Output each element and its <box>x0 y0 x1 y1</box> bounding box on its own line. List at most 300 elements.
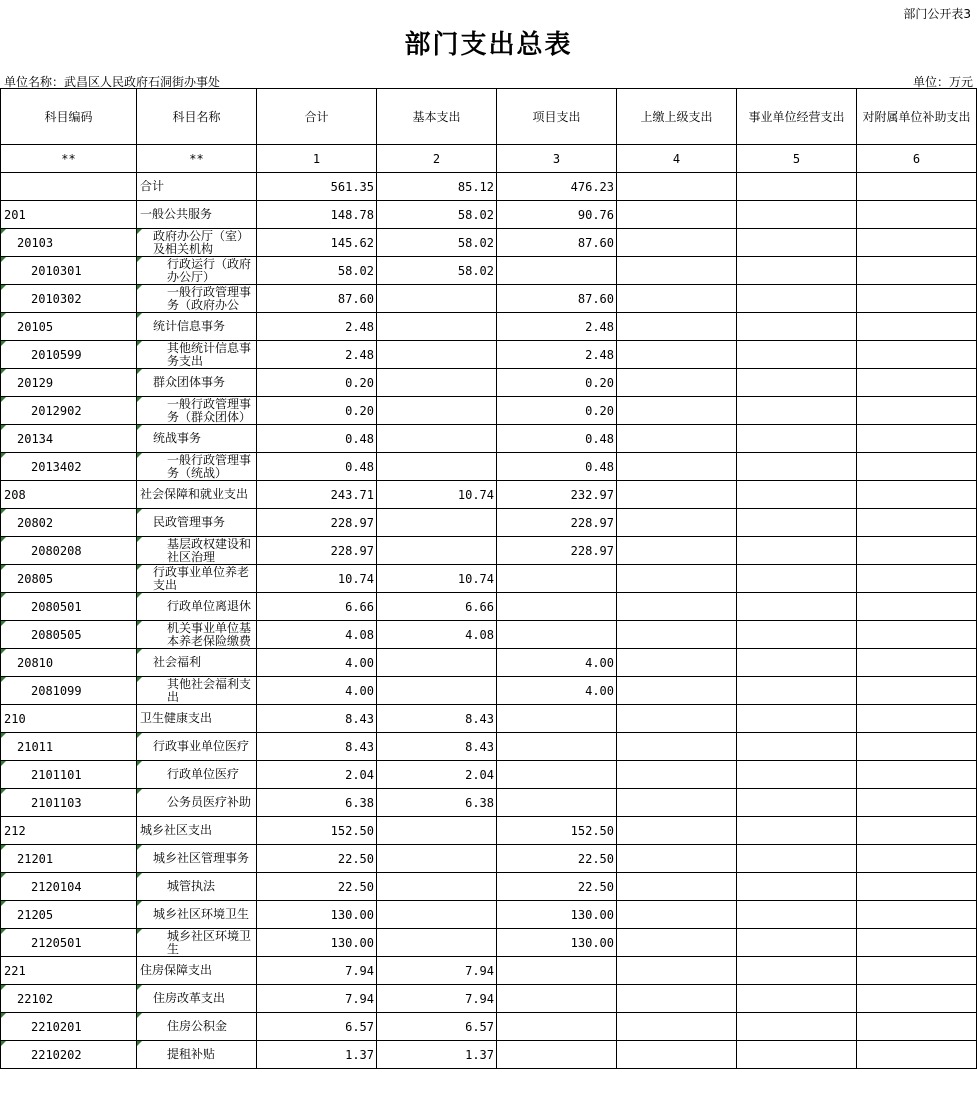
business-operation-cell <box>737 369 857 397</box>
total-cell-text: 58.02 <box>337 263 374 278</box>
subject-name-cell <box>137 565 257 593</box>
total-cell-text: 130.00 <box>330 907 374 922</box>
subject-name-cell <box>137 593 257 621</box>
subject-code-cell-text: 210 <box>4 711 26 726</box>
subject-code-cell-text: 20810 <box>17 655 54 670</box>
subject-code-cell <box>1 957 137 985</box>
subject-code-cell <box>1 173 137 201</box>
total-cell-text: 7.94 <box>345 991 374 1006</box>
total-cell-text: 7.94 <box>345 963 374 978</box>
subject-code-cell <box>1 677 137 705</box>
table-row <box>1 285 977 313</box>
basic-expense-cell <box>377 397 497 425</box>
subject-name-cell-text: 一般行政管理事务（政府办公 <box>167 285 252 312</box>
total-cell-text: 2.48 <box>345 319 374 334</box>
header-cell: 事业单位经营支出 <box>737 89 857 145</box>
subject-code-cell-text: 2210202 <box>31 1047 82 1062</box>
business-operation-cell <box>737 677 857 705</box>
table-row <box>1 229 977 257</box>
total-cell <box>257 957 377 985</box>
subject-code-cell-text: 2210201 <box>31 1019 82 1034</box>
table-row <box>1 957 977 985</box>
table-row <box>1 257 977 285</box>
subject-name-cell <box>137 705 257 733</box>
subject-code-cell-text: 2012902 <box>31 403 82 418</box>
basic-expense-cell-text: 7.94 <box>465 991 494 1006</box>
index-cell: ** <box>137 145 257 173</box>
basic-expense-cell <box>377 229 497 257</box>
subject-code-cell-text: 2101103 <box>31 795 82 810</box>
subject-name-cell-text: 合计 <box>140 180 165 193</box>
business-operation-cell <box>737 621 857 649</box>
project-expense-cell <box>497 677 617 705</box>
subject-code-cell-text: 20103 <box>17 235 54 250</box>
project-expense-cell-text: 2.48 <box>585 319 614 334</box>
basic-expense-cell-text: 58.02 <box>457 235 494 250</box>
project-expense-cell <box>497 873 617 901</box>
subject-name-cell <box>137 285 257 313</box>
total-cell-text: 2.04 <box>345 767 374 782</box>
total-cell <box>257 341 377 369</box>
basic-expense-cell <box>377 285 497 313</box>
basic-expense-cell-text: 8.43 <box>465 711 494 726</box>
total-cell <box>257 313 377 341</box>
upper-remit-cell <box>617 425 737 453</box>
subject-name-cell-text: 政府办公厅（室）及相关机构 <box>153 229 250 256</box>
basic-expense-cell-text: 2.04 <box>465 767 494 782</box>
project-expense-cell <box>497 789 617 817</box>
subject-name-cell <box>137 621 257 649</box>
total-cell <box>257 1041 377 1069</box>
total-cell-text: 87.60 <box>337 291 374 306</box>
basic-expense-cell <box>377 901 497 929</box>
basic-expense-cell <box>377 257 497 285</box>
table-number-label: 部门公开表3 <box>903 7 971 21</box>
total-cell-text: 130.00 <box>330 935 374 950</box>
subject-name-cell-text: 住房保障支出 <box>140 964 213 977</box>
index-row <box>1 145 977 173</box>
total-cell <box>257 201 377 229</box>
index-cell: 5 <box>737 145 857 173</box>
total-cell <box>257 173 377 201</box>
total-cell <box>257 285 377 313</box>
expenditure-table <box>0 88 977 1069</box>
project-expense-cell <box>497 901 617 929</box>
table-row <box>1 425 977 453</box>
table-row <box>1 565 977 593</box>
subject-code-cell-text: 2013402 <box>31 459 82 474</box>
table-row <box>1 649 977 677</box>
subject-name-cell <box>137 1041 257 1069</box>
business-operation-cell <box>737 901 857 929</box>
table-row <box>1 1041 977 1069</box>
total-cell-text: 2.48 <box>345 347 374 362</box>
subject-code-cell <box>1 789 137 817</box>
subject-code-cell <box>1 929 137 957</box>
subject-name-cell-text: 统战事务 <box>153 432 202 445</box>
table-row <box>1 789 977 817</box>
subject-code-cell <box>1 649 137 677</box>
basic-expense-cell-text: 1.37 <box>465 1047 494 1062</box>
subject-code-cell-text: 212 <box>4 823 26 838</box>
subject-name-cell-text: 基层政权建设和社区治理 <box>167 537 252 564</box>
subject-name-cell <box>137 481 257 509</box>
index-cell: ** <box>1 145 137 173</box>
basic-expense-cell <box>377 201 497 229</box>
subject-name-cell <box>137 173 257 201</box>
subject-code-cell <box>1 593 137 621</box>
total-cell <box>257 621 377 649</box>
total-cell <box>257 593 377 621</box>
subject-name-cell-text: 其他统计信息事务支出 <box>167 341 252 368</box>
total-cell <box>257 929 377 957</box>
total-cell <box>257 705 377 733</box>
table-row <box>1 201 977 229</box>
upper-remit-cell <box>617 733 737 761</box>
total-cell <box>257 565 377 593</box>
total-cell <box>257 509 377 537</box>
total-cell <box>257 985 377 1013</box>
business-operation-cell <box>737 845 857 873</box>
project-expense-cell <box>497 229 617 257</box>
basic-expense-cell-text: 6.66 <box>465 599 494 614</box>
subject-name-cell-text: 一般公共服务 <box>140 208 213 221</box>
subject-code-cell-text: 2120104 <box>31 879 82 894</box>
unit-label: 单位：万元 <box>912 75 973 89</box>
subject-name-cell-text: 行政运行（政府办公厅） <box>167 257 252 284</box>
project-expense-cell-text: 87.60 <box>577 235 614 250</box>
subject-name-cell-text: 统计信息事务 <box>153 320 226 333</box>
project-expense-cell <box>497 929 617 957</box>
subsidiary-subsidy-cell <box>857 705 977 733</box>
project-expense-cell <box>497 705 617 733</box>
basic-expense-cell <box>377 677 497 705</box>
subject-name-cell-text: 城乡社区管理事务 <box>153 852 250 865</box>
basic-expense-cell <box>377 733 497 761</box>
subsidiary-subsidy-cell <box>857 901 977 929</box>
basic-expense-cell-text: 7.94 <box>465 963 494 978</box>
project-expense-cell-text: 2.48 <box>585 347 614 362</box>
upper-remit-cell <box>617 929 737 957</box>
basic-expense-cell <box>377 817 497 845</box>
subject-code-cell <box>1 1041 137 1069</box>
subject-code-cell <box>1 425 137 453</box>
subject-code-cell <box>1 733 137 761</box>
upper-remit-cell <box>617 985 737 1013</box>
total-cell-text: 10.74 <box>337 571 374 586</box>
total-cell-text: 561.35 <box>330 179 374 194</box>
subject-code-cell-text: 2010302 <box>31 291 82 306</box>
table-row <box>1 509 977 537</box>
total-cell-text: 6.66 <box>345 599 374 614</box>
project-expense-cell-text: 90.76 <box>577 207 614 222</box>
project-expense-cell-text: 0.20 <box>585 375 614 390</box>
subsidiary-subsidy-cell <box>857 397 977 425</box>
project-expense-cell <box>497 425 617 453</box>
subject-code-cell <box>1 761 137 789</box>
table-row <box>1 817 977 845</box>
subsidiary-subsidy-cell <box>857 733 977 761</box>
header-cell: 上缴上级支出 <box>617 89 737 145</box>
basic-expense-cell <box>377 649 497 677</box>
project-expense-cell <box>497 1013 617 1041</box>
table-row <box>1 677 977 705</box>
subject-code-cell-text: 208 <box>4 487 26 502</box>
subject-code-cell <box>1 873 137 901</box>
subject-name-cell <box>137 453 257 481</box>
subject-code-cell-text: 2081099 <box>31 683 82 698</box>
subject-name-cell <box>137 817 257 845</box>
subject-code-cell <box>1 565 137 593</box>
table-row <box>1 901 977 929</box>
subject-name-cell <box>137 761 257 789</box>
business-operation-cell <box>737 257 857 285</box>
subject-code-cell-text: 221 <box>4 963 26 978</box>
table-row <box>1 313 977 341</box>
header-cell: 科目编码 <box>1 89 137 145</box>
basic-expense-cell <box>377 341 497 369</box>
subject-code-cell <box>1 257 137 285</box>
project-expense-cell-text: 87.60 <box>577 291 614 306</box>
upper-remit-cell <box>617 789 737 817</box>
upper-remit-cell <box>617 1013 737 1041</box>
business-operation-cell <box>737 341 857 369</box>
basic-expense-cell-text: 6.38 <box>465 795 494 810</box>
subject-name-cell-text: 民政管理事务 <box>153 516 226 529</box>
subject-code-cell <box>1 537 137 565</box>
upper-remit-cell <box>617 957 737 985</box>
total-cell-text: 243.71 <box>330 487 374 502</box>
subsidiary-subsidy-cell <box>857 369 977 397</box>
subject-code-cell <box>1 481 137 509</box>
upper-remit-cell <box>617 285 737 313</box>
subject-code-cell <box>1 453 137 481</box>
basic-expense-cell <box>377 957 497 985</box>
project-expense-cell <box>497 985 617 1013</box>
project-expense-cell-text: 228.97 <box>570 543 614 558</box>
total-cell-text: 22.50 <box>337 851 374 866</box>
basic-expense-cell-text: 85.12 <box>457 179 494 194</box>
table-row <box>1 761 977 789</box>
total-cell <box>257 397 377 425</box>
subject-code-cell-text: 2120501 <box>31 935 82 950</box>
subject-code-cell <box>1 397 137 425</box>
project-expense-cell <box>497 733 617 761</box>
upper-remit-cell <box>617 761 737 789</box>
subject-name-cell <box>137 985 257 1013</box>
total-cell <box>257 845 377 873</box>
subject-code-cell <box>1 509 137 537</box>
subsidiary-subsidy-cell <box>857 341 977 369</box>
business-operation-cell <box>737 761 857 789</box>
total-cell-text: 145.62 <box>330 235 374 250</box>
subsidiary-subsidy-cell <box>857 285 977 313</box>
subject-name-cell-text: 城乡社区环境卫生 <box>167 929 252 956</box>
header-cell: 合计 <box>257 89 377 145</box>
subject-name-cell <box>137 229 257 257</box>
total-cell-text: 148.78 <box>330 207 374 222</box>
basic-expense-cell <box>377 845 497 873</box>
total-cell <box>257 901 377 929</box>
subsidiary-subsidy-cell <box>857 229 977 257</box>
table-row <box>1 705 977 733</box>
table-row <box>1 845 977 873</box>
subject-name-cell <box>137 313 257 341</box>
subject-name-cell-text: 城管执法 <box>167 880 216 893</box>
subject-code-cell-text: 20129 <box>17 375 54 390</box>
total-cell <box>257 229 377 257</box>
subsidiary-subsidy-cell <box>857 761 977 789</box>
subject-name-cell-text: 社会福利 <box>153 656 202 669</box>
subject-code-cell <box>1 341 137 369</box>
total-cell-text: 4.00 <box>345 655 374 670</box>
total-cell-text: 6.38 <box>345 795 374 810</box>
basic-expense-cell <box>377 985 497 1013</box>
subject-code-cell-text: 2080208 <box>31 543 82 558</box>
upper-remit-cell <box>617 173 737 201</box>
upper-remit-cell <box>617 593 737 621</box>
subject-code-cell-text: 22102 <box>17 991 54 1006</box>
subject-code-cell-text: 20805 <box>17 571 54 586</box>
upper-remit-cell <box>617 705 737 733</box>
upper-remit-cell <box>617 621 737 649</box>
basic-expense-cell <box>377 565 497 593</box>
total-cell-text: 0.20 <box>345 403 374 418</box>
subsidiary-subsidy-cell <box>857 565 977 593</box>
total-cell-text: 4.00 <box>345 683 374 698</box>
basic-expense-cell <box>377 481 497 509</box>
index-cell: 4 <box>617 145 737 173</box>
project-expense-cell <box>497 369 617 397</box>
total-cell <box>257 257 377 285</box>
basic-expense-cell <box>377 509 497 537</box>
subject-code-cell <box>1 369 137 397</box>
subject-code-cell <box>1 705 137 733</box>
basic-expense-cell <box>377 929 497 957</box>
subject-name-cell-text: 一般行政管理事务（统战） <box>167 453 252 480</box>
subject-code-cell-text: 21205 <box>17 907 54 922</box>
subject-name-cell <box>137 677 257 705</box>
subject-code-cell <box>1 817 137 845</box>
business-operation-cell <box>737 1013 857 1041</box>
subject-name-cell <box>137 201 257 229</box>
project-expense-cell <box>497 957 617 985</box>
project-expense-cell-text: 152.50 <box>570 823 614 838</box>
business-operation-cell <box>737 565 857 593</box>
project-expense-cell-text: 0.48 <box>585 431 614 446</box>
total-cell <box>257 425 377 453</box>
subsidiary-subsidy-cell <box>857 873 977 901</box>
subject-code-cell <box>1 621 137 649</box>
subject-code-cell-text: 2101101 <box>31 767 82 782</box>
subject-name-cell-text: 公务员医疗补助 <box>167 796 252 809</box>
basic-expense-cell-text: 58.02 <box>457 207 494 222</box>
table-row <box>1 1013 977 1041</box>
subject-code-cell-text: 20105 <box>17 319 54 334</box>
total-cell-text: 0.48 <box>345 459 374 474</box>
subject-name-cell-text: 行政单位医疗 <box>167 768 240 781</box>
table-row <box>1 397 977 425</box>
header-cell: 科目名称 <box>137 89 257 145</box>
subsidiary-subsidy-cell <box>857 985 977 1013</box>
project-expense-cell-text: 0.20 <box>585 403 614 418</box>
upper-remit-cell <box>617 677 737 705</box>
total-cell <box>257 537 377 565</box>
table-row <box>1 985 977 1013</box>
basic-expense-cell <box>377 705 497 733</box>
business-operation-cell <box>737 453 857 481</box>
basic-expense-cell <box>377 621 497 649</box>
upper-remit-cell <box>617 1041 737 1069</box>
subject-name-cell-text: 群众团体事务 <box>153 376 226 389</box>
business-operation-cell <box>737 985 857 1013</box>
subsidiary-subsidy-cell <box>857 313 977 341</box>
upper-remit-cell <box>617 565 737 593</box>
total-cell-text: 6.57 <box>345 1019 374 1034</box>
table-row <box>1 733 977 761</box>
business-operation-cell <box>737 873 857 901</box>
upper-remit-cell <box>617 201 737 229</box>
subject-name-cell-text: 行政单位离退休 <box>167 600 252 613</box>
basic-expense-cell <box>377 873 497 901</box>
header-cell: 项目支出 <box>497 89 617 145</box>
project-expense-cell-text: 232.97 <box>570 487 614 502</box>
basic-expense-cell <box>377 173 497 201</box>
subsidiary-subsidy-cell <box>857 173 977 201</box>
upper-remit-cell <box>617 313 737 341</box>
subject-name-cell-text: 城乡社区支出 <box>140 824 213 837</box>
business-operation-cell <box>737 733 857 761</box>
project-expense-cell <box>497 649 617 677</box>
basic-expense-cell <box>377 453 497 481</box>
project-expense-cell <box>497 621 617 649</box>
total-cell-text: 228.97 <box>330 543 374 558</box>
project-expense-cell-text: 4.00 <box>585 683 614 698</box>
business-operation-cell <box>737 509 857 537</box>
subject-name-cell <box>137 873 257 901</box>
basic-expense-cell <box>377 425 497 453</box>
subject-code-cell-text: 201 <box>4 207 26 222</box>
business-operation-cell <box>737 425 857 453</box>
subject-code-cell <box>1 201 137 229</box>
table-row <box>1 341 977 369</box>
upper-remit-cell <box>617 341 737 369</box>
business-operation-cell <box>737 705 857 733</box>
subsidiary-subsidy-cell <box>857 593 977 621</box>
project-expense-cell <box>497 257 617 285</box>
business-operation-cell <box>737 481 857 509</box>
upper-remit-cell <box>617 397 737 425</box>
subject-code-cell-text: 20802 <box>17 515 54 530</box>
subject-code-cell <box>1 901 137 929</box>
project-expense-cell <box>497 565 617 593</box>
subsidiary-subsidy-cell <box>857 957 977 985</box>
project-expense-cell-text: 22.50 <box>577 851 614 866</box>
index-cell: 3 <box>497 145 617 173</box>
subsidiary-subsidy-cell <box>857 481 977 509</box>
project-expense-cell-text: 476.23 <box>570 179 614 194</box>
subject-name-cell <box>137 257 257 285</box>
subject-name-cell <box>137 1013 257 1041</box>
subject-code-cell <box>1 313 137 341</box>
total-cell-text: 1.37 <box>345 1047 374 1062</box>
subsidiary-subsidy-cell <box>857 817 977 845</box>
upper-remit-cell <box>617 369 737 397</box>
business-operation-cell <box>737 593 857 621</box>
basic-expense-cell-text: 58.02 <box>457 263 494 278</box>
basic-expense-cell <box>377 1013 497 1041</box>
subsidiary-subsidy-cell <box>857 509 977 537</box>
